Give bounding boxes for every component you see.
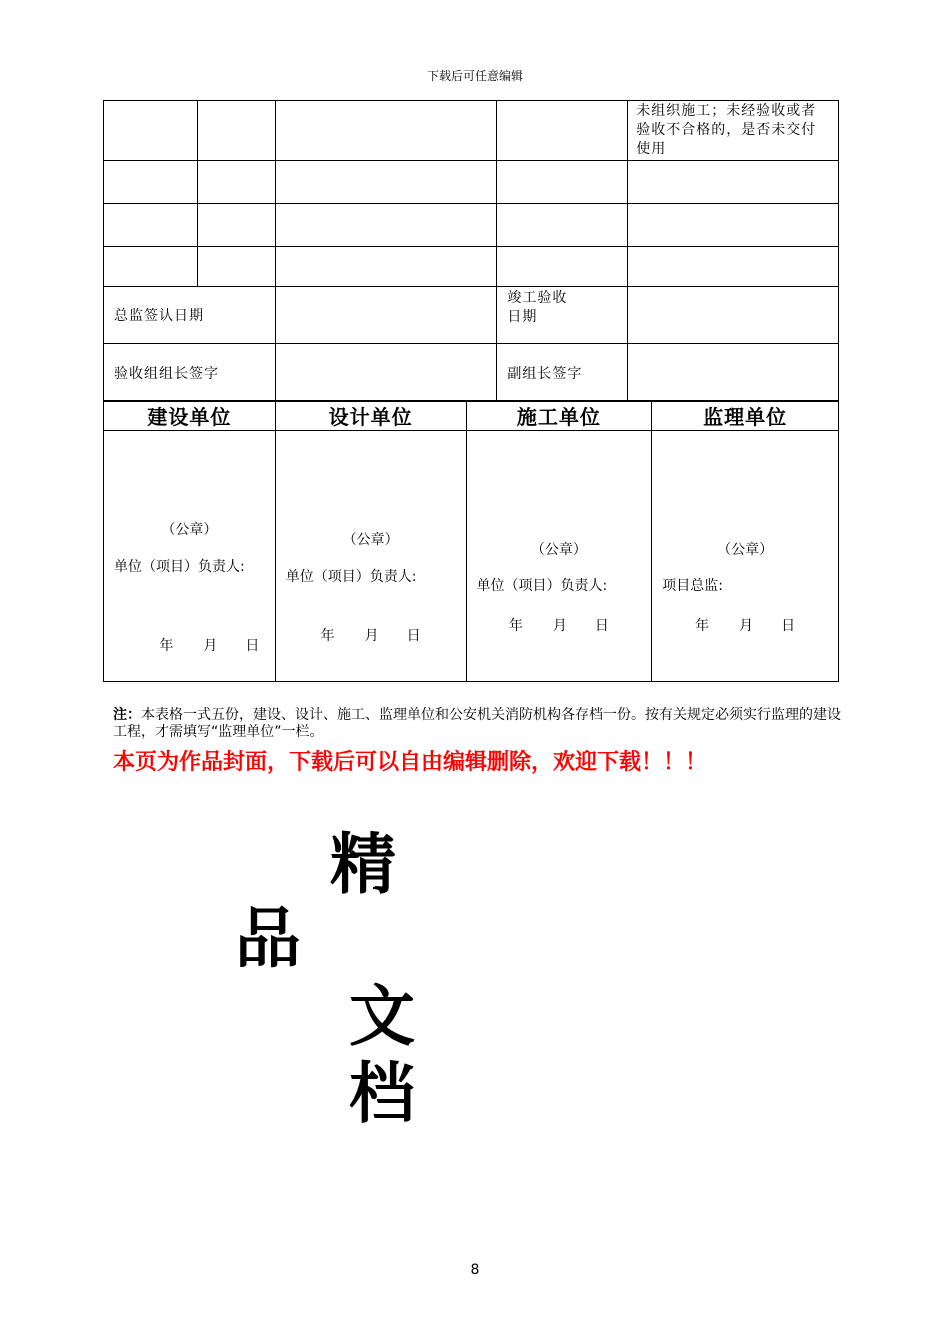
table-cell xyxy=(275,101,497,161)
table-cell xyxy=(275,161,497,204)
chief-supervisor-date-label: 总监签认日期 xyxy=(104,287,276,344)
responsible-label: 单位（项目）负责人: xyxy=(285,569,417,585)
table-cell xyxy=(497,161,628,204)
big-char-4: 档 xyxy=(349,1055,415,1132)
table-cell xyxy=(275,204,497,247)
table-cell xyxy=(104,161,198,204)
unit-cell-construction xyxy=(104,431,276,682)
responsible-label: 项目总监: xyxy=(662,578,723,594)
responsible-label: 单位（项目）负责人: xyxy=(476,578,608,594)
seal-label: （公章） xyxy=(717,542,774,558)
unit-title-contractor: 施工单位 xyxy=(466,401,652,431)
table-cell xyxy=(628,161,839,204)
table-cell xyxy=(628,247,839,287)
deputy-leader-label: 副组长签字 xyxy=(497,344,628,402)
units-table xyxy=(103,400,839,682)
table-cell xyxy=(197,101,275,161)
seal-label: （公章） xyxy=(161,522,218,538)
unit-title-supervision: 监理单位 xyxy=(652,401,839,431)
big-char-2: 品 xyxy=(235,900,301,977)
date-line: 年 月 日 xyxy=(159,638,260,654)
page-header: 下载后可任意编辑 xyxy=(426,69,523,83)
table-cell xyxy=(197,247,275,287)
unit-cell-contractor xyxy=(466,431,652,682)
completion-date-value xyxy=(628,287,839,344)
table-cell xyxy=(628,204,839,247)
page-number: 8 xyxy=(470,1262,480,1278)
promo-banner: 本页为作品封面，下载后可以自由编辑删除，欢迎下载！！！ xyxy=(113,750,708,775)
table-cell xyxy=(497,204,628,247)
deputy-leader-signature xyxy=(628,344,839,402)
date-line: 年 月 日 xyxy=(508,618,609,634)
unit-cell-design xyxy=(275,431,466,682)
team-leader-signature xyxy=(275,344,497,402)
seal-label: （公章） xyxy=(530,542,587,558)
footnote-text: 本表格一式五份，建设、设计、施工、监理单位和公安机关消防机构各存档一份。按有关规定必须实行监理的建设工程，才需填写“监理单位”一栏。 xyxy=(113,707,841,740)
footnote-prefix: 注： xyxy=(113,707,141,723)
footnote xyxy=(113,707,843,741)
table-cell xyxy=(197,204,275,247)
big-char-3: 文 xyxy=(349,978,415,1055)
table-cell xyxy=(275,247,497,287)
table-cell xyxy=(104,204,198,247)
unit-title-design: 设计单位 xyxy=(275,401,466,431)
seal-label: （公章） xyxy=(342,532,399,548)
responsible-label: 单位（项目）负责人: xyxy=(114,559,245,575)
table-cell xyxy=(497,247,628,287)
table-cell xyxy=(104,247,198,287)
table-cell xyxy=(497,101,628,161)
unit-title-construction: 建设单位 xyxy=(104,401,276,431)
completion-date-label: 竣工验收日期 xyxy=(497,287,628,344)
note-cell: 未组织施工；未经验收或者验收不合格的，是否未交付使用 xyxy=(628,101,839,161)
big-char-1: 精 xyxy=(330,826,396,903)
date-line: 年 月 日 xyxy=(695,618,796,634)
acceptance-table xyxy=(103,100,839,402)
table-cell xyxy=(197,161,275,204)
team-leader-label: 验收组组长签字 xyxy=(104,344,276,402)
unit-cell-supervision xyxy=(652,431,839,682)
chief-supervisor-date-value xyxy=(275,287,497,344)
date-line: 年 月 日 xyxy=(320,628,421,644)
table-cell xyxy=(104,101,198,161)
